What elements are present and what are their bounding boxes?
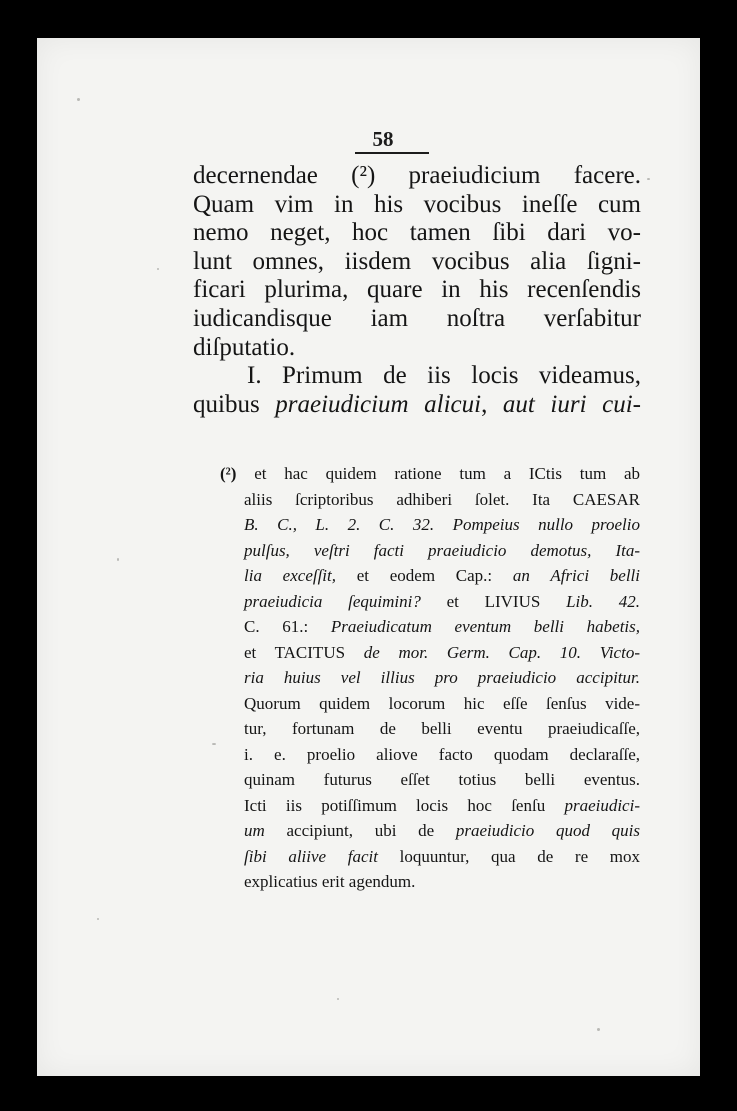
- footnote-line: pulſus, veſtri facti praeiudicio demotus, Ita-: [244, 540, 640, 560]
- page-number: 58: [372, 127, 394, 151]
- paper-speck: [337, 998, 339, 1000]
- text-span: et TACITUS: [244, 642, 364, 662]
- footnote-line: [220, 563, 640, 589]
- text-line: Quam vim in his vocibus ineſſe cum: [193, 190, 641, 218]
- footnote-line: [220, 614, 640, 640]
- footnote-line: [220, 461, 640, 487]
- italic-term: de mor. Germ. Cap. 10. Victo-: [363, 642, 640, 662]
- text-line: decernendae (²) praeiudicium facere.: [193, 162, 641, 189]
- footnote-line: [220, 818, 640, 844]
- paper-speck: [597, 1028, 600, 1031]
- text-line: diſputatio.: [193, 333, 296, 361]
- paper-speck: [647, 178, 650, 180]
- italic-term: um: [244, 821, 265, 840]
- italic-term: praeiudicia ſequimini?: [244, 591, 421, 611]
- italic-term: praeiudici-: [564, 795, 640, 815]
- text-line: lunt omnes, iisdem vocibus alia ſigni-: [193, 247, 641, 275]
- footnote-line: [220, 793, 640, 819]
- footnote-line: [220, 844, 640, 870]
- text-span: et hac quidem ratione tum a ICtis tum ab: [254, 464, 640, 483]
- text-span: loquuntur, qua de re mox: [377, 846, 640, 866]
- footnote-line: explicatius erit agendum.: [244, 872, 416, 891]
- text-line: iudicandisque iam noſtra verſabitur: [193, 304, 641, 332]
- footnote-line: [220, 589, 640, 615]
- paper-speck: [97, 918, 99, 920]
- text-span: et eodem Cap.:: [336, 566, 513, 585]
- text-span: Icti iis potiſſimum locis hoc ſenſu: [244, 795, 565, 815]
- paper-speck: [157, 268, 159, 270]
- footnote-marker: (²): [220, 464, 237, 483]
- paper-speck: [117, 558, 119, 561]
- footnote-line: i. e. proelio aliove facto quodam declaraſſe,: [244, 744, 640, 764]
- paper-speck: [77, 98, 80, 101]
- text-line: nemo neget, hoc tamen ſibi dari vo-: [193, 219, 641, 247]
- text-span: ,: [481, 390, 503, 418]
- page-number-underline: [355, 152, 429, 154]
- section-heading-line: I. Primum de iis locis videamus,: [247, 362, 641, 390]
- text-span: et LIVIUS: [420, 591, 567, 611]
- main-text: [193, 162, 641, 419]
- italic-term: aut iuri cui-: [502, 390, 641, 418]
- italic-term: Praeiudicatum eventum belli habetis,: [330, 617, 641, 636]
- text-span: quibus: [193, 390, 276, 418]
- text-line: ficari plurima, quare in his recenſendis: [193, 276, 641, 304]
- italic-term: praeiudicio quod quis: [455, 821, 640, 840]
- text-span: accipiunt, ubi de: [264, 821, 456, 840]
- paper-speck: [212, 743, 216, 745]
- footnote-line: aliis ſcriptoribus adhiberi ſolet. Ita CAESAR: [244, 489, 640, 509]
- italic-term: an Africi belli: [512, 566, 640, 585]
- text-span: C. 61.:: [244, 617, 331, 636]
- footnote-line: Quorum quidem locorum hic eſſe ſenſus vide-: [244, 693, 640, 713]
- footnote: [220, 461, 640, 895]
- footnote-line: quinam futurus eſſet totius belli eventus.: [244, 770, 640, 789]
- italic-term: praeiudicium alicui: [275, 390, 482, 418]
- footnote-line: B. C., L. 2. C. 32. Pompeius nullo proelio: [244, 515, 640, 534]
- footnote-line: ria huius vel illius pro praeiudicio accipitur.: [244, 668, 640, 687]
- footnote-line: tur, fortunam de belli eventu praeiudicaſſe,: [244, 719, 640, 738]
- italic-term: ſibi aliive facit: [244, 846, 378, 866]
- italic-term: lia exceſſit,: [244, 566, 337, 585]
- italic-term: Lib. 42.: [566, 591, 641, 611]
- footnote-line: [220, 640, 640, 666]
- text-line: [193, 391, 641, 420]
